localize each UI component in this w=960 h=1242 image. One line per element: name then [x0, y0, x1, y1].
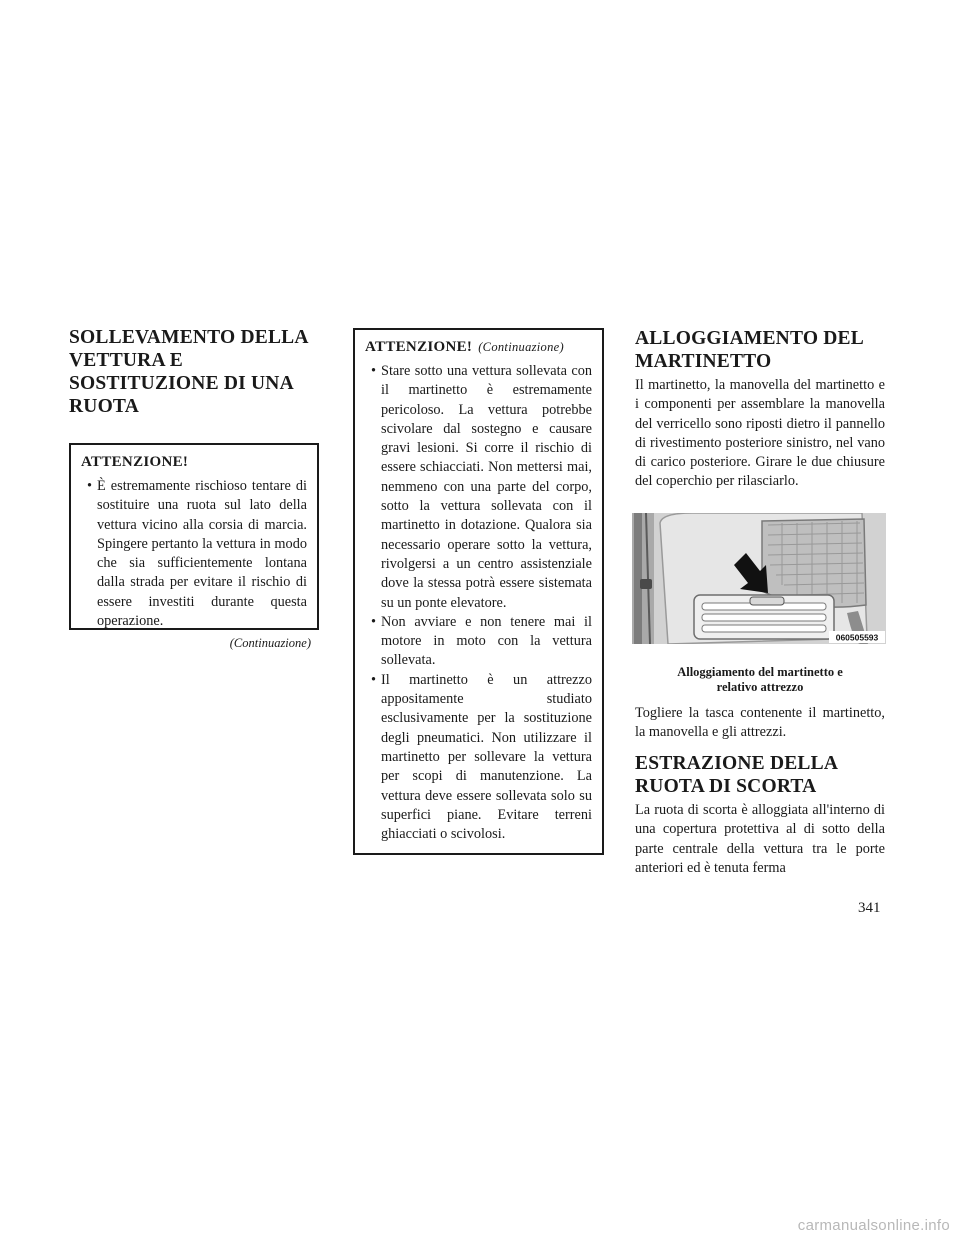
- watermark: carmanualsonline.info: [797, 1217, 950, 1234]
- figure-caption-line2: relativo attrezzo: [716, 680, 804, 694]
- jack-storage-illustration: [632, 513, 886, 644]
- paragraph-alloggiamento: Il martinetto, la manovella del martinetto e i componenti per assemblare la manovella del verricello sono riposti dietro il pannello di rivestimento posteriore sinistro, nel vano di carico posteriore. Girare le due chiusure del coperchio per rilasciarlo.: [635, 377, 885, 490]
- warning-item-text: Non avviare e non tenere mai il motore in moto con la vettura sollevata.: [381, 613, 592, 669]
- page-number: 341: [858, 900, 881, 916]
- figure-jack-storage: [632, 513, 886, 644]
- bullet: •: [371, 671, 377, 688]
- warning-box-middle: [353, 328, 604, 855]
- bullet: •: [371, 363, 377, 379]
- speaker-grille: [762, 519, 866, 607]
- warning-title: ATTENZIONE!: [81, 454, 189, 470]
- warning-item: [365, 613, 592, 671]
- bullet: •: [371, 613, 377, 630]
- warning-item: [365, 671, 592, 845]
- figure-caption: [635, 665, 885, 695]
- paragraph-togliere: Togliere la tasca contenente il martinetto, la manovella e gli attrezzi.: [635, 705, 885, 741]
- paragraph-estrazione: La ruota di scorta è alloggiata all'interno di una copertura protettiva al di sotto della parte centrale della vettura tra le porte anteriori ed è tenuta ferma: [635, 802, 885, 876]
- warning-list: [81, 477, 307, 631]
- warning-item-text: Stare sotto una vettura sollevata con il martinetto è estremamente pericoloso. La vettura potrebbe scivolare dal sostegno e causare gravi lesioni. Si corre il rischio di essere schiacciati. Non mettersi mai, nemmeno con una parte del corpo, sotto la vettura sollevata con il martinetto in dotazione. Qualora sia necessario operare sotto la vettura, rivolgersi a un centro assistenziale dove la stessa potrà essere sistemata su un ponte elevatore.: [381, 363, 592, 611]
- bullet: •: [87, 478, 93, 494]
- warning-item: [81, 477, 307, 631]
- section-heading-sollevamento: SOLLEVAMENTO DELLA VETTURA E SOSTITUZIONE DI UNA RUOTA: [69, 327, 308, 417]
- figure-code: 060505593: [835, 632, 879, 643]
- warning-box-left: [69, 443, 319, 630]
- warning-title: ATTENZIONE!: [365, 339, 473, 355]
- continuation-note: (Continuazione): [229, 636, 311, 650]
- warning-title-continued: [365, 338, 592, 356]
- warning-item-text: È estremamente rischioso tentare di sostituire una ruota sul lato della vettura vicino alla corsia di marcia. Spingere pertanto la vettura in modo che sia sufficientemente lontana dalla strada per evitare il rischio di essere investiti durante questa operazione.: [97, 478, 307, 630]
- section-heading-estrazione: ESTRAZIONE DELLA RUOTA DI SCORTA: [635, 753, 838, 797]
- jack-cover-panel: [694, 595, 834, 639]
- warning-item: [365, 362, 592, 613]
- warning-item-text: Il martinetto è un attrezzo appositamente studiato esclusivamente per la sostituzione degli pneumatici. Non utilizzare il martinetto per sollevare la vettura per scopi di manutenzione. La vettura deve essere sollevata solo su superfici piane. Evitare terreni ghiacciati o scivolosi.: [381, 671, 592, 843]
- warning-list: [365, 362, 592, 844]
- section-heading-alloggiamento: ALLOGGIAMENTO DEL MARTINETTO: [635, 328, 863, 372]
- figure-caption-line1: Alloggiamento del martinetto e: [677, 665, 843, 679]
- warning-continued-label: (Continuazione): [478, 340, 564, 354]
